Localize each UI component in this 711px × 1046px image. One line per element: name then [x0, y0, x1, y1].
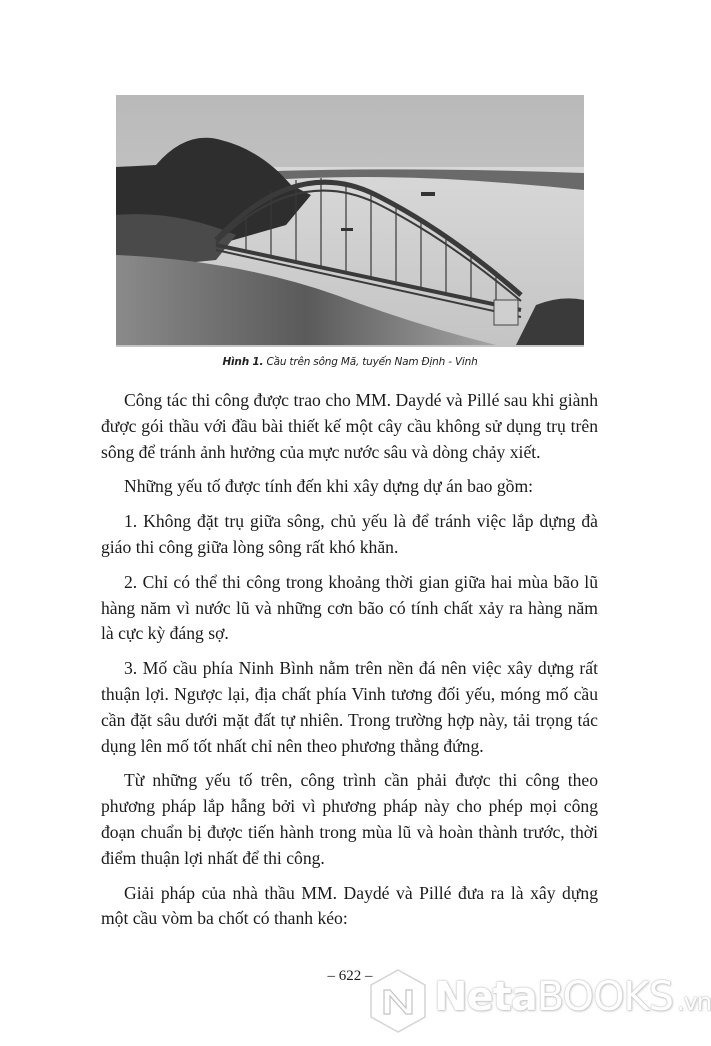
figure-caption: [0, 356, 700, 368]
paragraph: 1. Không đặt trụ giữa sông, chủ yếu là để tránh việc lắp dựng đà giáo thi công giữa lòng sông rất khó khăn.: [101, 511, 598, 557]
paragraph: 3. Mố cầu phía Ninh Bình nằm trên nền đá nên việc xây dựng rất thuận lợi. Ngược lại, địa chất phía Vinh tương đối yếu, móng mố cầu cần đặt sâu dưới mặt đất tự nhiên. Trong trường hợp này, tải trọng tác dụng lên mố tốt nhất chỉ nên theo phương thẳng đứng.: [101, 658, 598, 756]
boat: [421, 192, 435, 196]
paragraph: 2. Chỉ có thể thi công trong khoảng thời gian giữa hai mùa bão lũ hàng năm vì nước lũ và những cơn bão có tính chất xảy ra hàng năm là cực kỳ đáng sợ.: [101, 571, 598, 644]
paragraph: Từ những yếu tố trên, công trình cần phải được thi công theo phương pháp lắp hẫng bởi vì phương pháp này cho phép mọi công đoạn chuẩn bị được tiến hành trong mùa lũ và hoàn thành trước, thời điểm thuận lợi nhất để thi công.: [101, 770, 598, 868]
bridge-photo: [116, 95, 584, 345]
figure-caption-label: Hình 1.: [222, 356, 264, 368]
bridge-abutment: [494, 300, 518, 325]
paragraph: Giải pháp của nhà thầu MM. Daydé và Pillé đưa ra là xây dựng một cầu vòm ba chốt có thanh kéo:: [101, 882, 598, 929]
bridge-photo-illustration: [116, 95, 584, 345]
body-text: [101, 388, 598, 941]
boat: [341, 228, 353, 231]
paragraph: Những yếu tố được tính đến khi xây dựng dự án bao gồm:: [124, 476, 534, 497]
page-number: – 622 –: [327, 968, 373, 984]
watermark: [368, 968, 711, 1028]
netabooks-logo-icon: [368, 968, 428, 1034]
figure-caption-text: Cầu trên sông Mã, tuyến Nam Định - Vinh: [263, 356, 478, 368]
paragraph: Công tác thi công được trao cho MM. Daydé và Pillé sau khi giành được gói thầu với đầu bài thiết kế một cây cầu không sử dụng trụ trên sông để tránh ảnh hưởng của mực nước sâu và dòng chảy xiết.: [101, 390, 598, 462]
watermark-text: NetaBOOKS .vn: [434, 974, 711, 1020]
